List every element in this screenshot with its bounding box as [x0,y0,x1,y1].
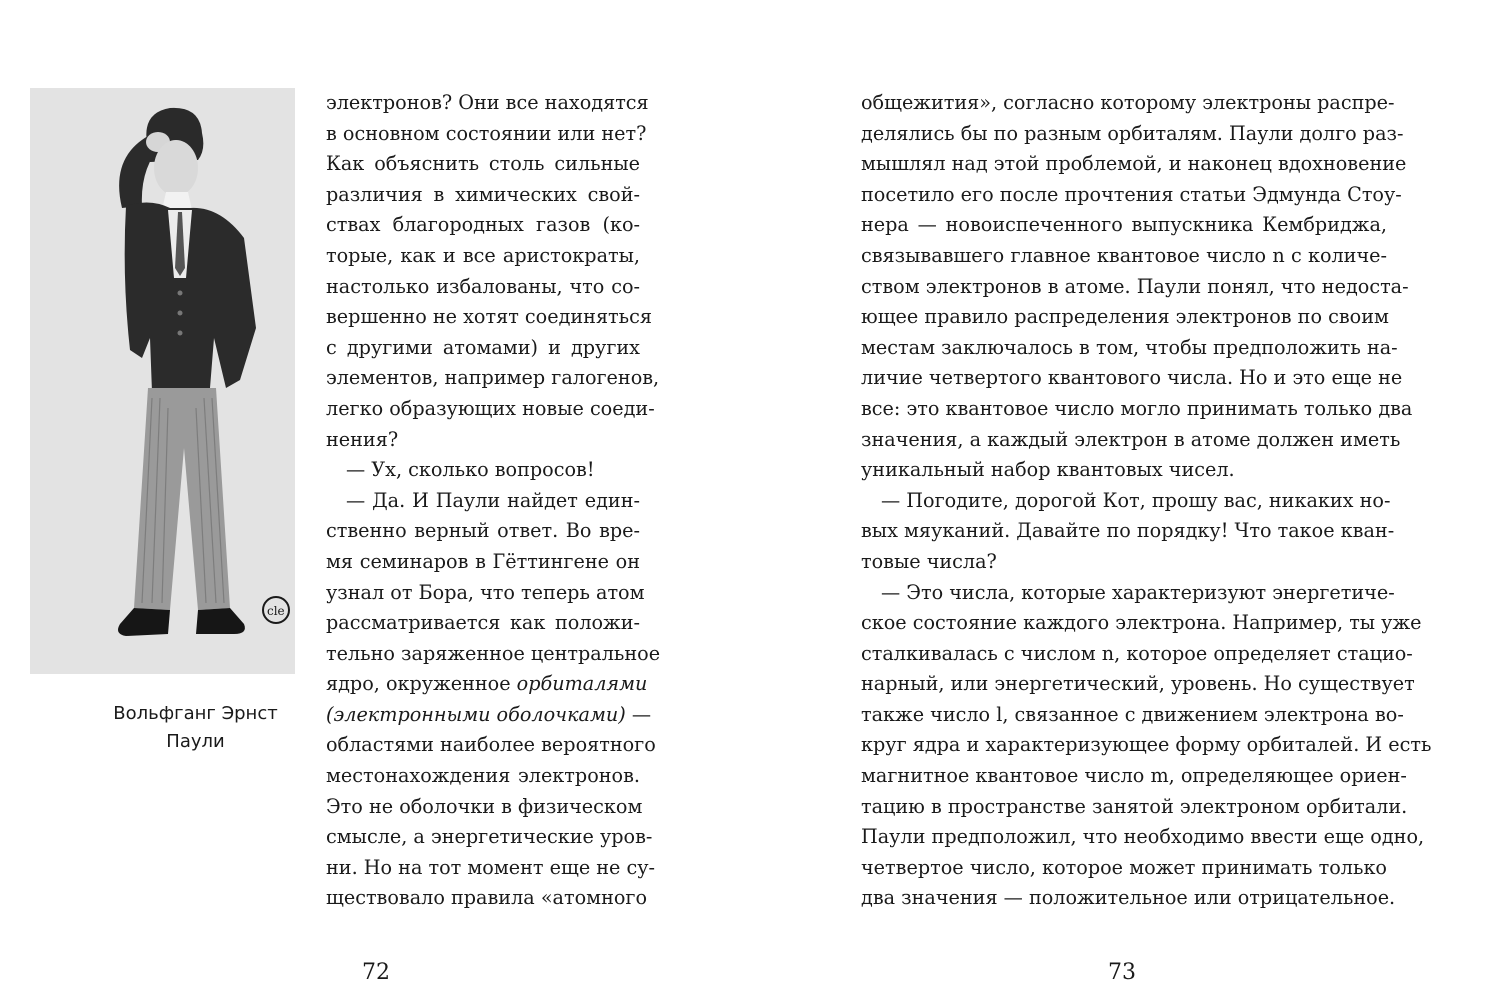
text-line: четвертое число, которое может принимать только [861,855,1387,879]
text-line: два значения — положительное или отрицательное. [861,886,1396,910]
text-line: — Это числа, которые характеризуют энергетиче- [881,580,1395,604]
right-page [749,0,1499,1000]
text-line: настолько избалованы, что со- [326,274,640,298]
text-line: вершенно не хотят соединяться [326,305,652,329]
text-line: посетило его после прочтения статьи Эдмунда Стоу- [861,182,1402,206]
page-number-left: 72 [362,960,390,985]
text-line: ющее правило распределения электронов по своим [861,305,1389,329]
text-line: сталкивалась с числом n, которое определяет стацио- [861,641,1413,665]
text-line: различия в химических свой- [326,182,640,206]
pauli-illustration [30,88,295,674]
text-line: в основном состоянии или нет? [326,121,647,145]
text-line: уникальный набор квантовых чисел. [861,458,1235,482]
right-page-text [861,88,1432,914]
text-line: мышлял над этой проблемой, и наконец вдохновение [861,152,1407,176]
text-line: нера — новоиспеченного выпускника Кембриджа, [861,213,1387,237]
svg-text:cle: cle [267,604,285,618]
page-number-right: 73 [1108,960,1136,985]
text-line: (электронными оболочками) — [326,702,652,726]
text-line: — Да. И Паули найдет един- [346,488,640,512]
text-line: ством электронов в атоме. Паули понял, что недоста- [861,274,1409,298]
text-line: областями наиболее вероятного [326,733,656,757]
text-line: узнал от Бора, что теперь атом [326,580,645,604]
text-line: ственно верный ответ. Во вре- [326,519,640,543]
text-line: местам заключалось в том, чтобы предположить на- [861,335,1398,359]
text-line: тацию в пространстве занятой электроном орбитали. [861,794,1408,818]
illustration-caption: Вольфганг Эрнст Паули [113,703,278,752]
text-line: — Погодите, дорогой Кот, прошу вас, никаких но- [881,488,1391,512]
text-line: ствах благородных газов (ко- [326,213,640,237]
text-line: электронов? Они все находятся [326,91,649,114]
text-line: общежития», согласно которому электроны распре- [861,91,1395,114]
text-line: Паули предположил, что необходимо ввести еще одно, [861,825,1425,849]
text-line: местонахождения электронов. [326,764,640,788]
text-line: ществовало правила «атомного [326,886,648,910]
text-line: товые числа? [861,549,997,573]
text-line: ское состояние каждого электрона. Например, ты уже [861,611,1422,635]
text-line: круг ядра и характеризующее форму орбиталей. И есть [861,733,1432,757]
text-line: ни. Но на тот момент еще не су- [326,855,656,879]
text-line: магнитное квантовое число m, определяющее ориен- [861,764,1407,788]
text-line: легко образующих новые соеди- [326,396,655,420]
text-line: личие четвертого квантового числа. Но и это еще не [861,366,1403,390]
text-line: смысле, а энергетические уров- [326,825,653,849]
text-line: связывавшего главное квантовое число n с количе- [861,243,1387,267]
text-line: Как объяснить столь сильные [326,152,640,176]
text-line: торые, как и все аристократы, [326,243,640,267]
text-line: вых мяуканий. Давайте по порядку! Что такое кван- [861,519,1395,543]
text-line: все: это квантовое число могло принимать только два [861,396,1413,420]
text-line: значения, а каждый электрон в атоме должен иметь [861,427,1401,451]
text-line: нарный, или энергетический, уровень. Но существует [861,672,1415,696]
text-line: — Ух, сколько вопросов! [346,458,595,482]
left-page-text [326,88,661,914]
left-page [0,0,749,1000]
text-line: также число l, связанное с движением электрона во- [861,702,1404,726]
text-line: делялись бы по разным орбиталям. Паули долго раз- [861,121,1404,145]
man-in-suit-illustration-icon [30,88,295,674]
text-line: Это не оболочки в физическом [326,794,643,818]
text-line: элементов, например галогенов, [326,366,660,390]
text-line: мя семинаров в Гёттингене он [326,549,640,573]
text-line: ядро, окруженное орбиталями [326,672,648,696]
text-line: с другими атомами) и других [326,335,640,359]
text-line: нения? [326,427,399,451]
text-line: тельно заряженное центральное [326,641,661,665]
text-line: рассматривается как положи- [326,611,640,635]
